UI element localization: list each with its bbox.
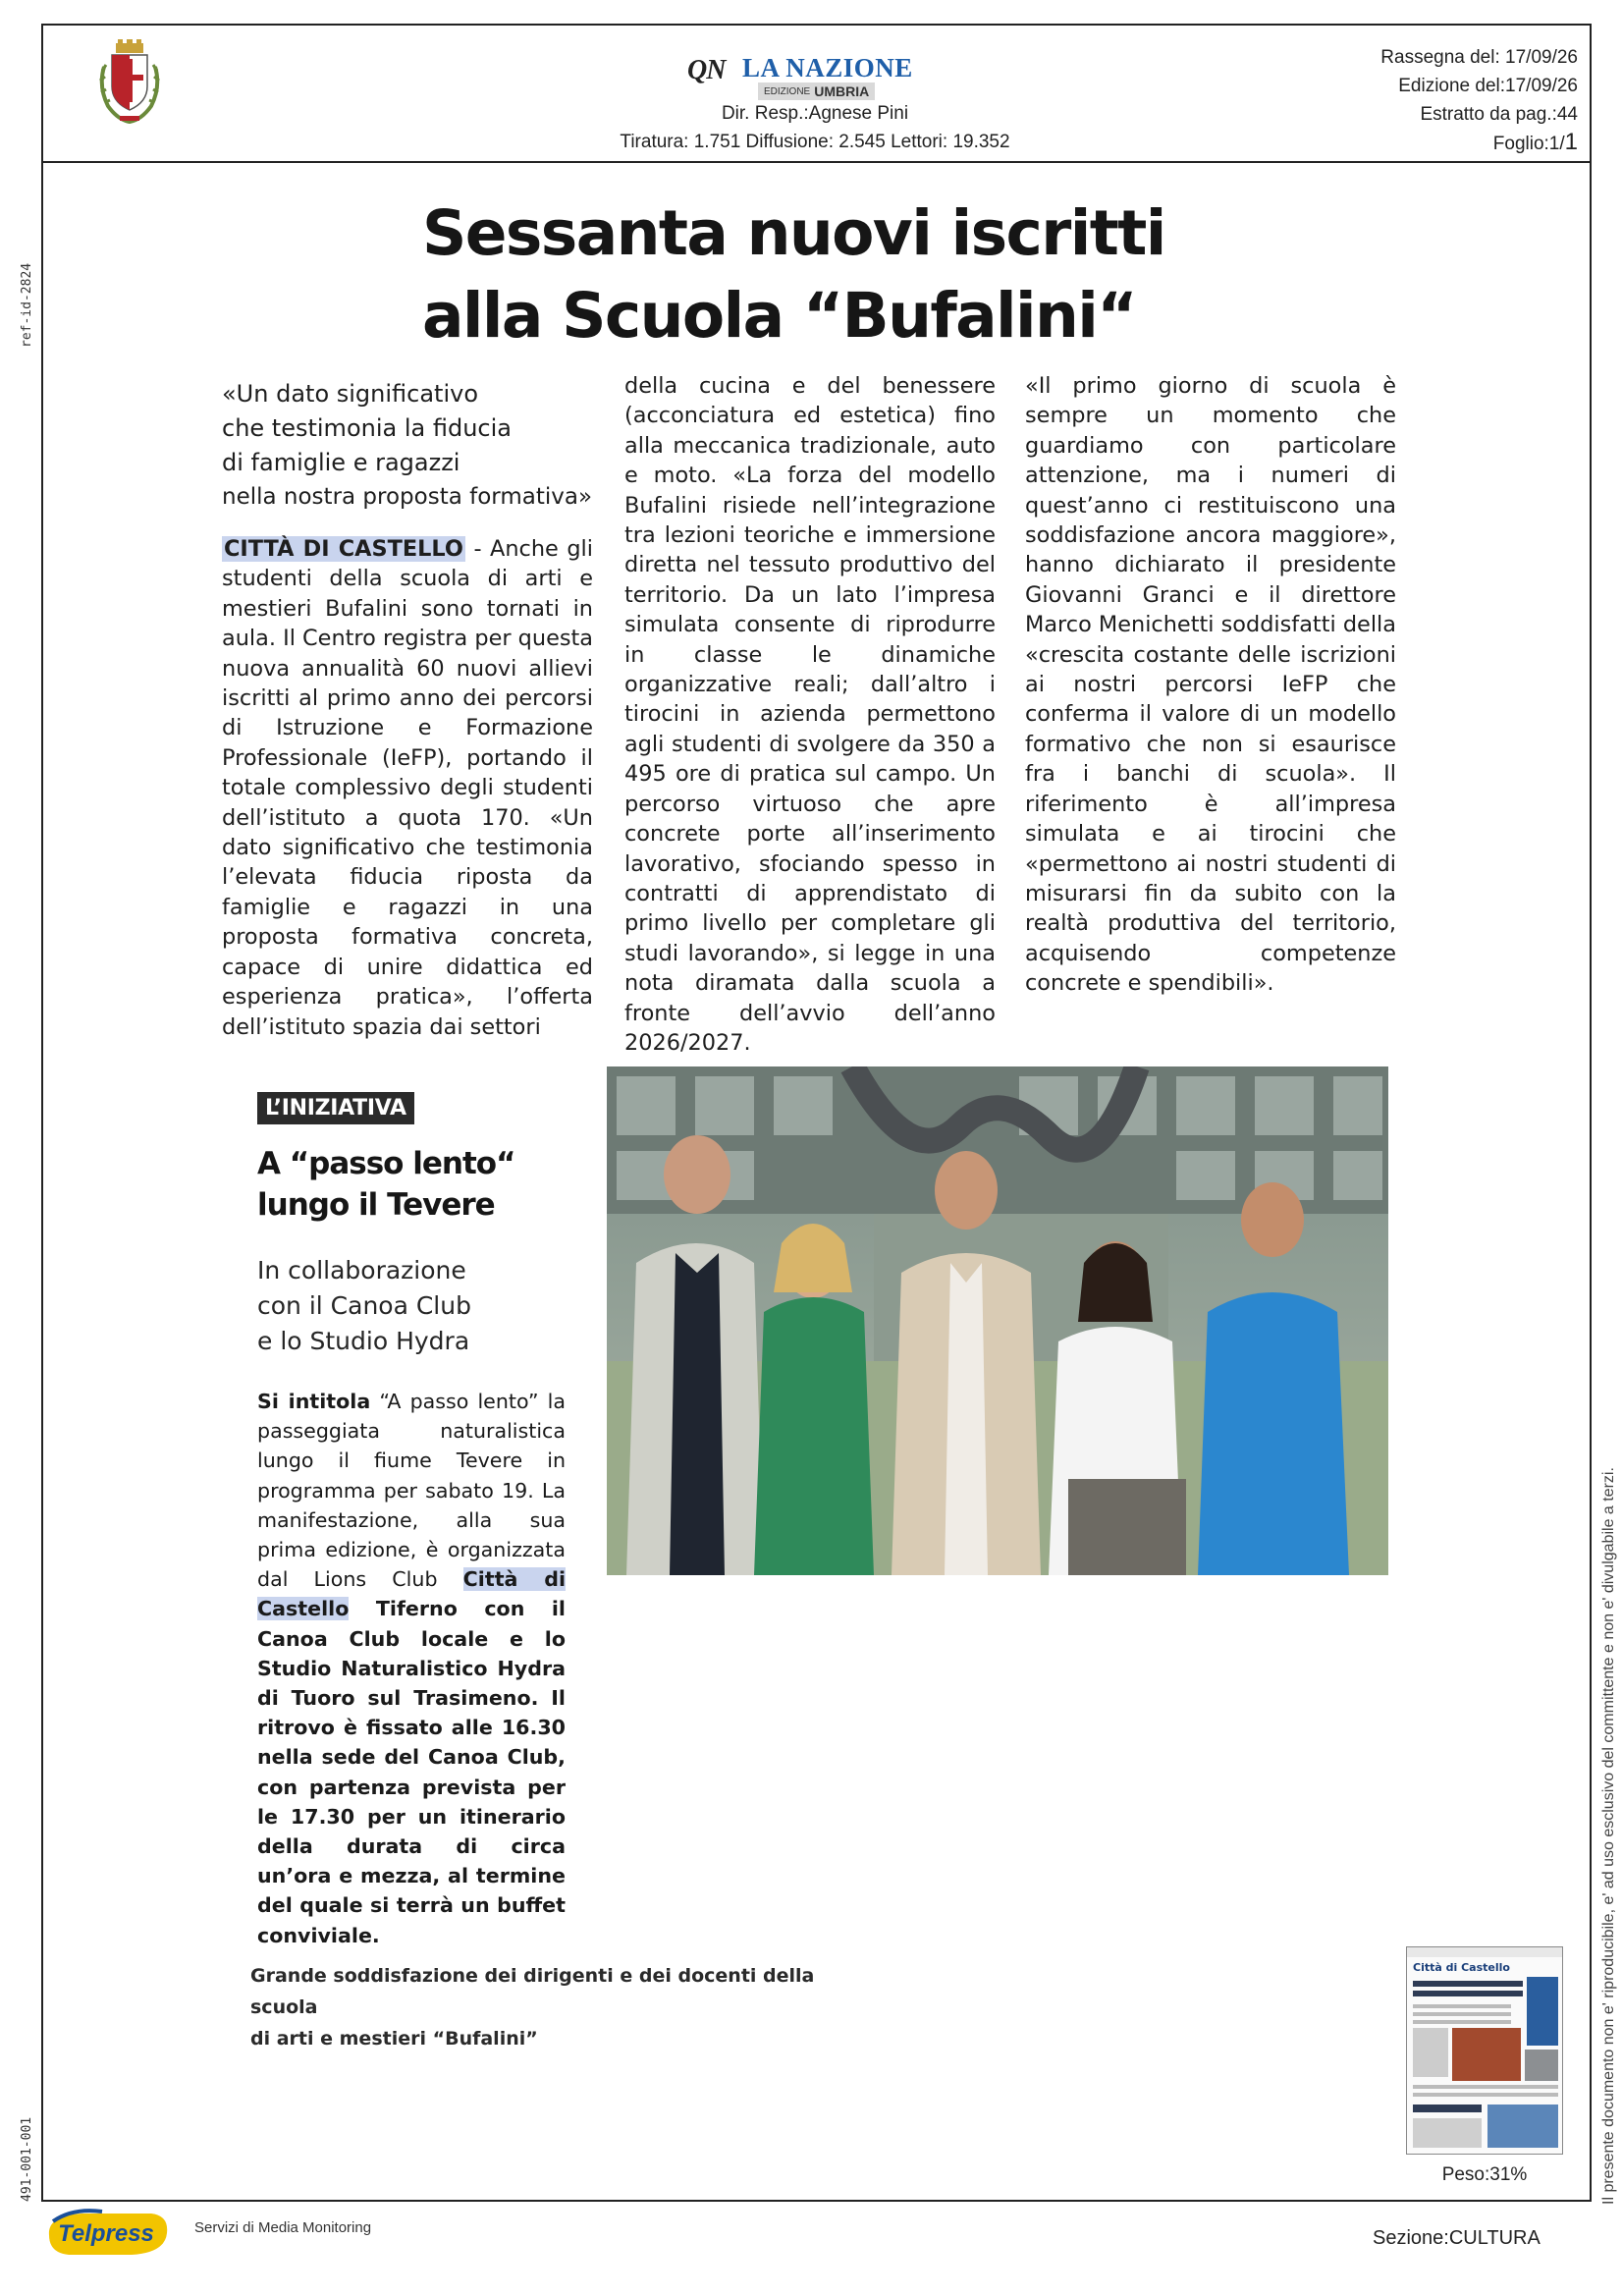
sidebar-tag: L’INIZIATIVA <box>257 1092 414 1124</box>
dateline-location: CITTÀ DI CASTELLO <box>224 536 463 562</box>
article-column-1 <box>222 534 593 1042</box>
sidebar-body-start: “A passo lento” la passeggiata naturalistica lungo il fiume Tevere in programma per sabato 19. La manifestazione, alla sua prima edizione, è organizzata dal Lions Club <box>257 1390 566 1592</box>
edition-name: UMBRIA <box>814 83 870 99</box>
pull-quote <box>222 377 601 515</box>
quote-line: che testimonia la fiducia <box>222 414 512 442</box>
caption-line: di arti e mestieri “Bufalini” <box>250 2028 538 2050</box>
estratto-page: Estratto da pag.:44 <box>1420 104 1578 125</box>
column-1-text: - Anche gli studenti della scuola di arti e mestieri Bufalini sono tornati in aula. Il Centro registra per questa nuova annualità 60 nuovi allievi iscritti al primo anno dei percorsi di Istruzione e Formazione Professionale (IeFP), portando il totale complessivo degli studenti dell’istituto a quota 170. «Un dato significativo che testimonia l’elevata fiducia riposta da famiglie e ragazzi in una proposta formativa concreta, capace di unire didattica ed esperienza pratica», l’offerta dell’istituto spazia dai settori <box>222 536 594 1040</box>
header-divider <box>41 161 1592 163</box>
director-line: Dir. Resp.:Agnese Pini <box>721 103 909 124</box>
quote-line: di famiglie e ragazzi <box>222 449 460 476</box>
doc-code-label: 491-001-001 <box>20 2116 34 2202</box>
sidebar-subtitle-line: e lo Studio Hydra <box>257 1327 470 1355</box>
disclaimer-text: Il presente documento non e' riproducibile, e' ad uso esclusivo del committente e non e' divulgabile a terzi. <box>1600 1467 1617 2205</box>
footer-section: Sezione:CULTURA <box>1373 2227 1541 2249</box>
foglio-line <box>1254 129 1578 156</box>
sidebar-subtitle <box>257 1253 591 1359</box>
city-crest-icon <box>94 37 165 126</box>
edition-badge <box>758 82 875 100</box>
foglio-label: Foglio:1/ <box>1492 134 1565 154</box>
article-column-2 <box>624 371 996 1058</box>
sidebar-title <box>257 1143 591 1226</box>
page-border-left <box>41 161 43 2202</box>
circulation-line: Tiratura: 1.751 Diffusione: 2.545 Lettori: 19.352 <box>620 132 1010 152</box>
newspaper-masthead <box>687 53 945 100</box>
sidebar-subtitle-line: con il Canoa Club <box>257 1291 471 1320</box>
quote-line: nella nostra proposta formativa» <box>222 484 593 510</box>
column-2-text: della cucina e del benessere (acconciatura ed estetica) fino alla meccanica tradizionale, auto e moto. «La forza del modello Bufalini risiede nell’integrazione tra lezioni teoriche e immersione diretta nel tessuto produttivo del territorio. Da un lato l’impresa simulata consente di riprodurre in classe le dinamiche organizzative reali; dall’altro i tirocini in azienda permettono agli studenti di svolgere da 350 a 495 ore di pratica sul campo. Un percorso virtuoso che apre concrete porte all’inserimento lavorativo, sfociando spesso in contratti di apprendistato di primo livello per completare gli studi lavorando», si legge in una nota diramata dalla scuola a fronte dell’avvio dell’anno 2026/2027. <box>624 373 996 1056</box>
peso-label: Peso:31% <box>1441 2164 1528 2185</box>
page-thumbnail[interactable] <box>1406 1946 1563 2155</box>
page-border-right <box>1590 161 1592 2202</box>
sidebar-body <box>257 1387 566 1950</box>
sidebar-subtitle-line: In collaborazione <box>257 1256 466 1285</box>
masthead-name: LA NAZIONE <box>742 53 913 82</box>
edition-prefix: EDIZIONE <box>764 85 811 97</box>
sidebar-lead: Si intitola <box>257 1390 371 1413</box>
sidebar-title-line-1: A “passo lento“ <box>257 1146 515 1181</box>
sidebar-title-line-2: lungo il Tevere <box>257 1187 495 1223</box>
quote-line: «Un dato significativo <box>222 380 479 408</box>
article-column-3 <box>1025 371 1396 999</box>
page-border-bottom <box>41 2200 1592 2202</box>
telpress-logo <box>43 2206 171 2261</box>
rassegna-date: Rassegna del: 17/09/26 <box>1380 47 1578 68</box>
headline-line-1: Sessanta nuovi iscritti <box>422 197 1165 269</box>
sidebar-highlight: Città di Castello <box>257 1567 567 1621</box>
caption-line: Grande soddisfazione dei dirigenti e dei docenti della scuola <box>250 1965 815 2018</box>
headline-line-2: alla Scuola “Bufalini“ <box>422 280 1137 352</box>
foglio-total: 1 <box>1564 129 1578 155</box>
article-headline <box>422 192 1227 357</box>
edizione-date: Edizione del:17/09/26 <box>1398 76 1578 96</box>
masthead-qn: QN <box>687 55 726 85</box>
photo-caption <box>250 1960 879 2054</box>
sidebar-body-end: Tiferno con il Canoa Club locale e lo Studio Naturalistico Hydra di Tuoro sul Trasimeno. Il ritrovo è fissato alle 16.30 nella sede del Canoa Club, con partenza prevista per le 17.30 per un itinerario della durata di circa un’ora e mezza, al termine del quale si terrà un buffet conviviale. <box>257 1597 566 1947</box>
thumbnail-title: Città di Castello <box>1413 1961 1510 1974</box>
footer-service: Servizi di Media Monitoring <box>194 2219 372 2236</box>
ref-id-label: ref-id-2824 <box>20 262 34 348</box>
column-3-text: «Il primo giorno di scuola è sempre un momento che guardiamo con particolare attenzione, ma i numeri di quest’anno ci restituiscono una soddisfazione ancora maggiore», hanno dichiarato il presidente Giovanni Granci e il direttore Marco Menichetti soddisfatti della «crescita costante delle iscrizioni ai nostri percorsi IeFP che conferma il valore di un modello formativo che non si esaurisce fra i banchi di scuola». Il riferimento è all’impresa simulata e ai tirocini che «permettono ai nostri studenti di misurarsi fin da subito con la realtà produttiva del territorio, acquisendo competenze concrete e spendibili». <box>1025 373 1396 997</box>
telpress-logo-text: Telpress <box>58 2220 154 2247</box>
group-photo <box>607 1066 1388 1575</box>
